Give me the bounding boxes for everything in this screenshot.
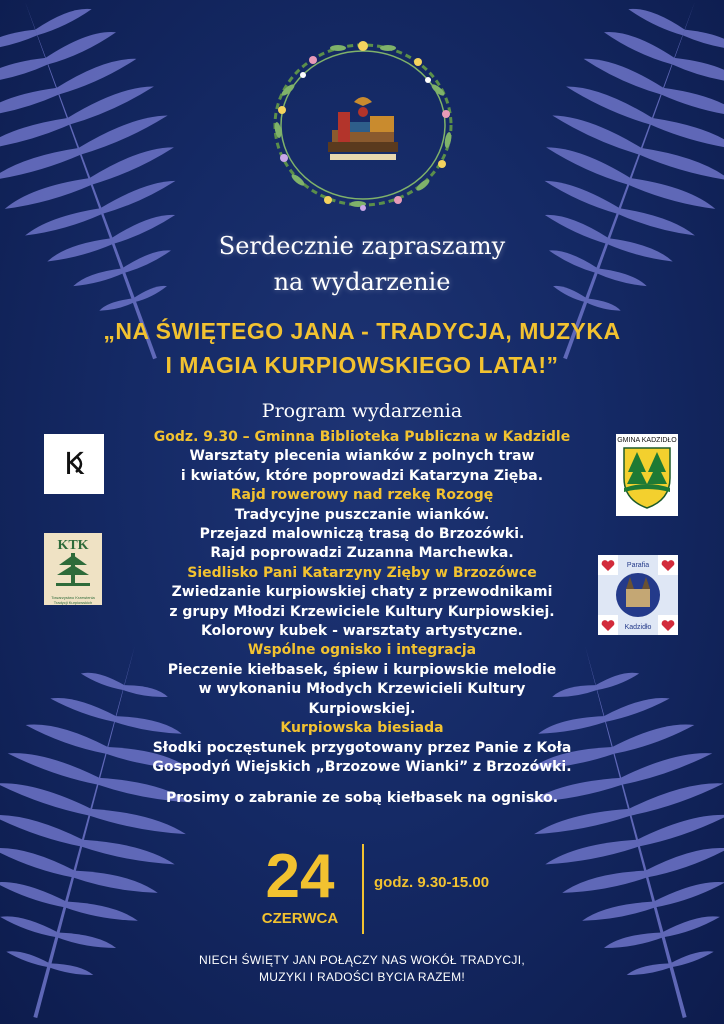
program-heading: Program wydarzenia	[261, 400, 463, 422]
tktk-logo	[44, 533, 102, 605]
date-divider	[362, 844, 364, 934]
parafia-emblem-icon	[598, 555, 678, 635]
program-line: Rajd rowerowy nad rzekę Rozogę	[230, 487, 494, 504]
event-month: CZERWCA	[261, 910, 339, 927]
event-day: 24	[265, 842, 335, 911]
gmina-crest-icon	[616, 444, 678, 512]
program-line: Przejazd malowniczą trasą do Brzozówki.	[199, 526, 525, 543]
program-line: Godz. 9.30 – Gminna Biblioteka Publiczna w Kadzidle	[153, 429, 571, 445]
floral-wreath-library-logo-icon	[258, 30, 468, 220]
program-line: Kurpiowska biesiada	[280, 720, 444, 737]
invite-line-1: Serdecznie zapraszamy	[218, 232, 506, 260]
invite-line-2: na wydarzenie	[273, 268, 451, 296]
svg-text:KTK: KTK	[57, 538, 89, 553]
gmina-kadzidlo-logo	[616, 434, 678, 516]
tktk-caption: Towarzystwo Krzewienia Tradycji Kurpiowskich	[51, 595, 95, 605]
program-line: Prosimy o zabranie ze sobą kiełbasek na ognisko.	[165, 790, 559, 807]
event-hours: godz. 9.30-15.00	[374, 874, 490, 891]
program-line: Tradycyjne puszczanie wianków.	[234, 506, 490, 523]
program-list	[120, 428, 604, 809]
program-line: Słodki poczęstunek przygotowany przez Panie z Koła	[152, 739, 572, 756]
closing-message	[0, 952, 724, 986]
program-line: Warsztaty plecenia wianków z polnych traw	[189, 448, 535, 465]
program-line: Pieczenie kiełbasek, śpiew i kurpiowskie melodie	[167, 661, 557, 678]
gmina-label: GMINA KADZIDŁO	[617, 437, 677, 444]
program-line: Rajd poprowadzi Zuzanna Marchewka.	[210, 545, 514, 562]
event-title-line-2: I MAGIA KURPIOWSKIEGO LATA!”	[165, 352, 559, 378]
kk-logo	[44, 434, 104, 494]
event-date-block	[250, 844, 550, 934]
program-line: w wykonaniu Młodych Krzewicieli Kultury	[198, 681, 526, 698]
tktk-tree-icon	[44, 533, 102, 591]
program-line: i kwiatów, które poprowadzi Katarzyna Zięba.	[180, 467, 544, 484]
program-line: Zwiedzanie kurpiowskiej chaty z przewodnikami	[171, 584, 553, 601]
kk-logo-icon	[44, 434, 104, 494]
svg-text:Kadzidło: Kadzidło	[624, 624, 652, 631]
closing-line-2: MUZYKI I RADOŚCI BYCIA RAZEM!	[258, 970, 466, 984]
program-spacer	[120, 777, 604, 789]
program-line: Siedlisko Pani Katarzyny Zięby w Brzozówce	[187, 564, 537, 581]
program-line: Kolorowy kubek - warsztaty artystyczne.	[201, 623, 523, 640]
svg-text:Parafia: Parafia	[626, 562, 650, 569]
parafia-kadzidlo-logo	[598, 555, 678, 635]
program-line: Wspólne ognisko i integracja	[247, 642, 477, 659]
program-line: Kurpiowskiej.	[308, 700, 416, 717]
event-title-line-1: „NA ŚWIĘTEGO JANA - TRADYCJA, MUZYKA	[103, 318, 621, 344]
svg-text:K: K	[64, 447, 84, 482]
program-line: Gospodyń Wiejskich „Brzozowe Wianki” z Brzozówki.	[152, 758, 572, 775]
closing-line-1: NIECH ŚWIĘTY JAN POŁĄCZY NAS WOKÓŁ TRADYCJI,	[199, 953, 525, 967]
program-line: z grupy Młodzi Krzewiciele Kultury Kurpiowskiej.	[169, 603, 555, 620]
